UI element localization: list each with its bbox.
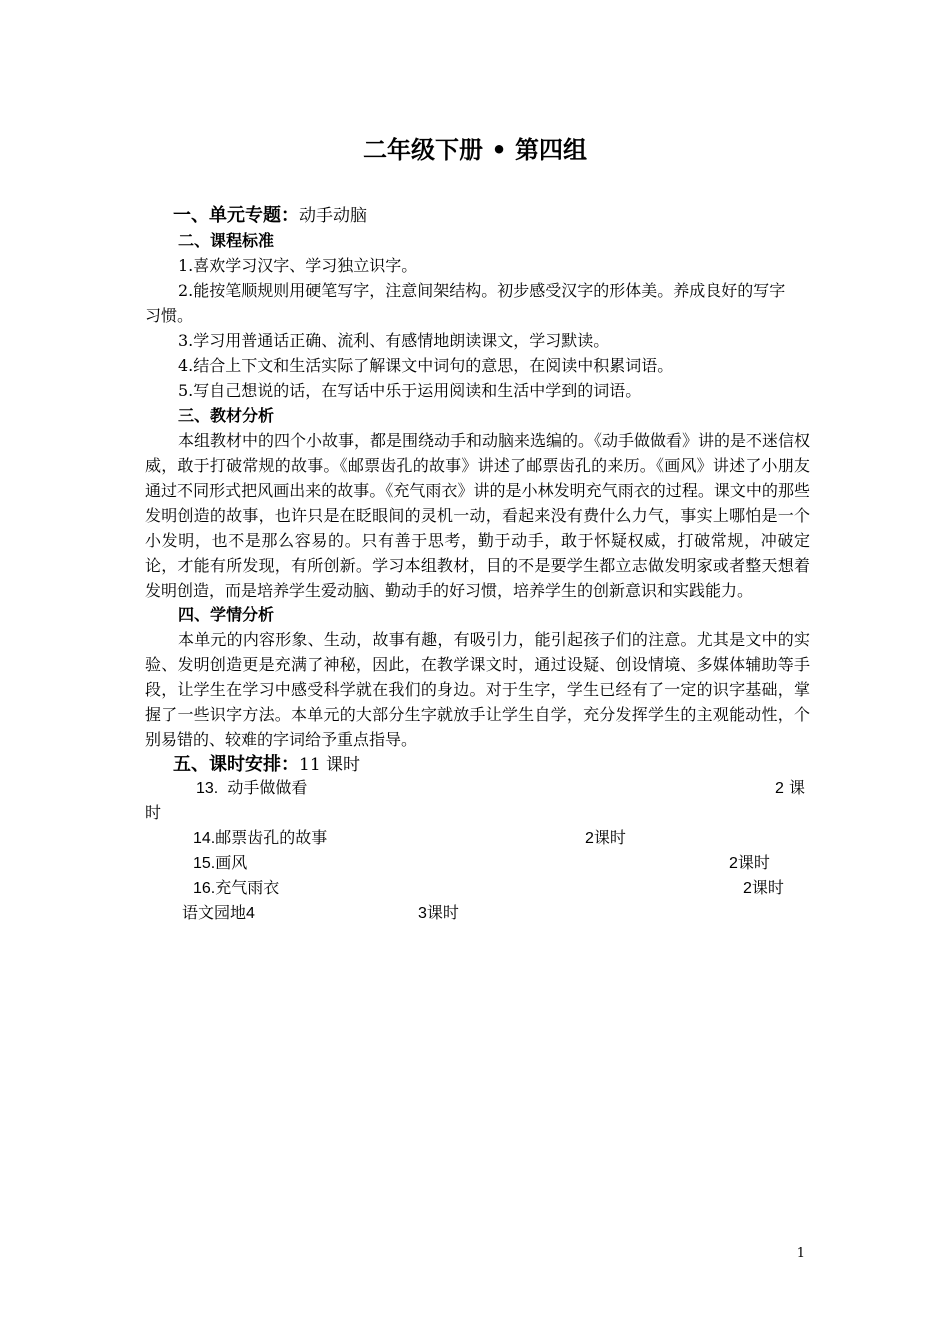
list-item: 4.结合上下文和生活实际了解课文中词句的意思，在阅读中积累词语。: [178, 356, 674, 375]
page-number: 1: [796, 1246, 805, 1261]
lesson-name: 动手做做看: [227, 778, 308, 797]
lesson-number: 16.: [193, 880, 216, 897]
section-schedule: [173, 753, 360, 777]
table-row: [196, 776, 307, 801]
lesson-number: 15.: [193, 855, 216, 872]
section-heading: 四、学情分析: [178, 605, 275, 624]
lesson-number: 13.: [196, 780, 219, 797]
section-heading: 五、课时安排：: [173, 754, 299, 775]
section-value: 11 课时: [299, 755, 361, 775]
list-item: 5.写自己想说的话，在写话中乐于运用阅读和生活中学到的词语。: [178, 381, 642, 400]
page-title: 二年级下册 • 第四组: [362, 136, 588, 164]
section-value: 动手动脑: [299, 206, 367, 226]
section-heading: 一、单元专题：: [173, 205, 299, 226]
lesson-hours: 2课时: [729, 853, 770, 872]
list-item: 习惯。: [145, 306, 194, 325]
table-row: [193, 826, 327, 851]
lesson-hours: 2 课: [775, 778, 806, 797]
section-heading: 三、教材分析: [178, 406, 275, 425]
lesson-hours: 3课时: [418, 903, 459, 922]
lesson-number: 14.: [193, 830, 216, 847]
lesson-name: 画风: [215, 853, 248, 872]
table-row: [193, 851, 247, 876]
list-item: 3.学习用普通话正确、流利、有感情地朗读课文，学习默读。: [178, 331, 610, 350]
list-item: 2.能按笔顺规则用硬笔写字，注意间架结构。初步感受汉字的形体美。养成良好的写字: [178, 281, 786, 300]
table-row: [182, 901, 255, 926]
lesson-name: 邮票齿孔的故事: [215, 828, 328, 847]
lesson-name: 充气雨衣: [215, 878, 280, 897]
paragraph-student-analysis: 本单元的内容形象、生动，故事有趣，有吸引力，能引起孩子们的注意。尤其是文中的实验、发明创造更是充满了神秘，因此，在教学课文时，通过设疑、创设情境、多媒体辅助等手段，让学生在学习中感受科学就在我们的身边。对于生字，学生已经有了一定的识字基础，掌握了一些识字方法。本单元的大部分生字就放手让学生自学，充分发挥学生的主观能动性，个别易错的、较难的字词给予重点指导。: [145, 630, 810, 749]
lesson-name: 语文园地: [182, 903, 247, 922]
section-heading: 二、课程标准: [178, 231, 275, 250]
lesson-hours: 2课时: [585, 828, 626, 847]
table-row: [193, 876, 279, 901]
lesson-number: 4: [246, 905, 255, 922]
lesson-hours: 2课时: [743, 878, 784, 897]
list-item: 1.喜欢学习汉字、学习独立识字。: [178, 256, 418, 275]
lesson-hours-wrap: 时: [145, 803, 162, 822]
paragraph-textbook-analysis: 本组教材中的四个小故事，都是围绕动手和动脑来选编的。《动手做做看》讲的是不迷信权威，敢于打破常规的故事。《邮票齿孔的故事》讲述了邮票齿孔的来历。《画风》讲述了小朋友通过不同形式把风画出来的故事。《充气雨衣》讲的是小林发明充气雨衣的过程。课文中的那些发明创造的故事，也许只是在眨眼间的灵机一动，看起来没有费什么力气，事实上哪怕是一个小发明，也不是那么容易的。只有善于思考，勤于动手，敢于怀疑权威，打破常规，冲破定论，才能有所发现，有所创新。学习本组教材，目的不是要学生都立志做发明家或者整天想着发明创造，而是培养学生爱动脑、勤动手的好习惯，培养学生的创新意识和实践能力。: [145, 431, 811, 600]
section-unit-theme: [173, 204, 367, 228]
